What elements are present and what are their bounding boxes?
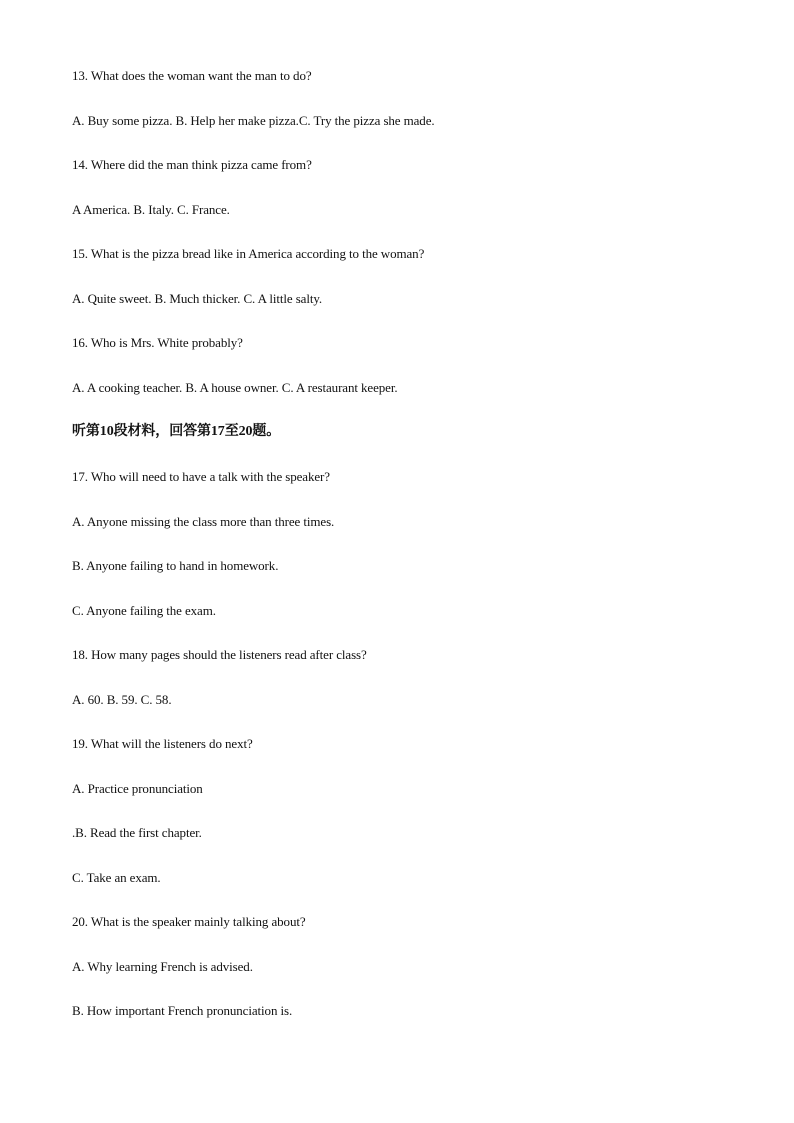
question-14: 14. Where did the man think pizza came from? <box>72 157 312 172</box>
question-18: 18. How many pages should the listeners read after class? <box>72 647 367 662</box>
question-15: 15. What is the pizza bread like in America according to the woman? <box>72 246 425 261</box>
question-19-option-b: .B. Read the first chapter. <box>72 825 202 840</box>
question-13-options: A. Buy some pizza. B. Help her make pizza.C. Try the pizza she made. <box>72 113 435 128</box>
question-17: 17. Who will need to have a talk with the speaker? <box>72 469 330 484</box>
question-20: 20. What is the speaker mainly talking about? <box>72 914 306 929</box>
question-17-option-b: B. Anyone failing to hand in homework. <box>72 558 279 573</box>
question-20-option-b: B. How important French pronunciation is. <box>72 1003 293 1018</box>
question-13: 13. What does the woman want the man to do? <box>72 68 312 83</box>
question-17-option-c: C. Anyone failing the exam. <box>72 603 216 618</box>
question-16-options: A. A cooking teacher. B. A house owner. C. A restaurant keeper. <box>72 380 398 395</box>
section-heading: 听第10段材料，回答第17至20题。 <box>72 424 281 439</box>
question-17-option-a: A. Anyone missing the class more than three times. <box>72 514 335 529</box>
question-14-options: A America. B. Italy. C. France. <box>72 202 230 217</box>
question-20-option-a: A. Why learning French is advised. <box>72 959 253 974</box>
question-15-options: A. Quite sweet. B. Much thicker. C. A little salty. <box>72 291 323 306</box>
question-18-options: A. 60. B. 59. C. 58. <box>72 692 172 707</box>
question-16: 16. Who is Mrs. White probably? <box>72 335 243 350</box>
question-19-option-a: A. Practice pronunciation <box>72 781 203 796</box>
question-19: 19. What will the listeners do next? <box>72 736 253 751</box>
question-19-option-c: C. Take an exam. <box>72 870 161 885</box>
